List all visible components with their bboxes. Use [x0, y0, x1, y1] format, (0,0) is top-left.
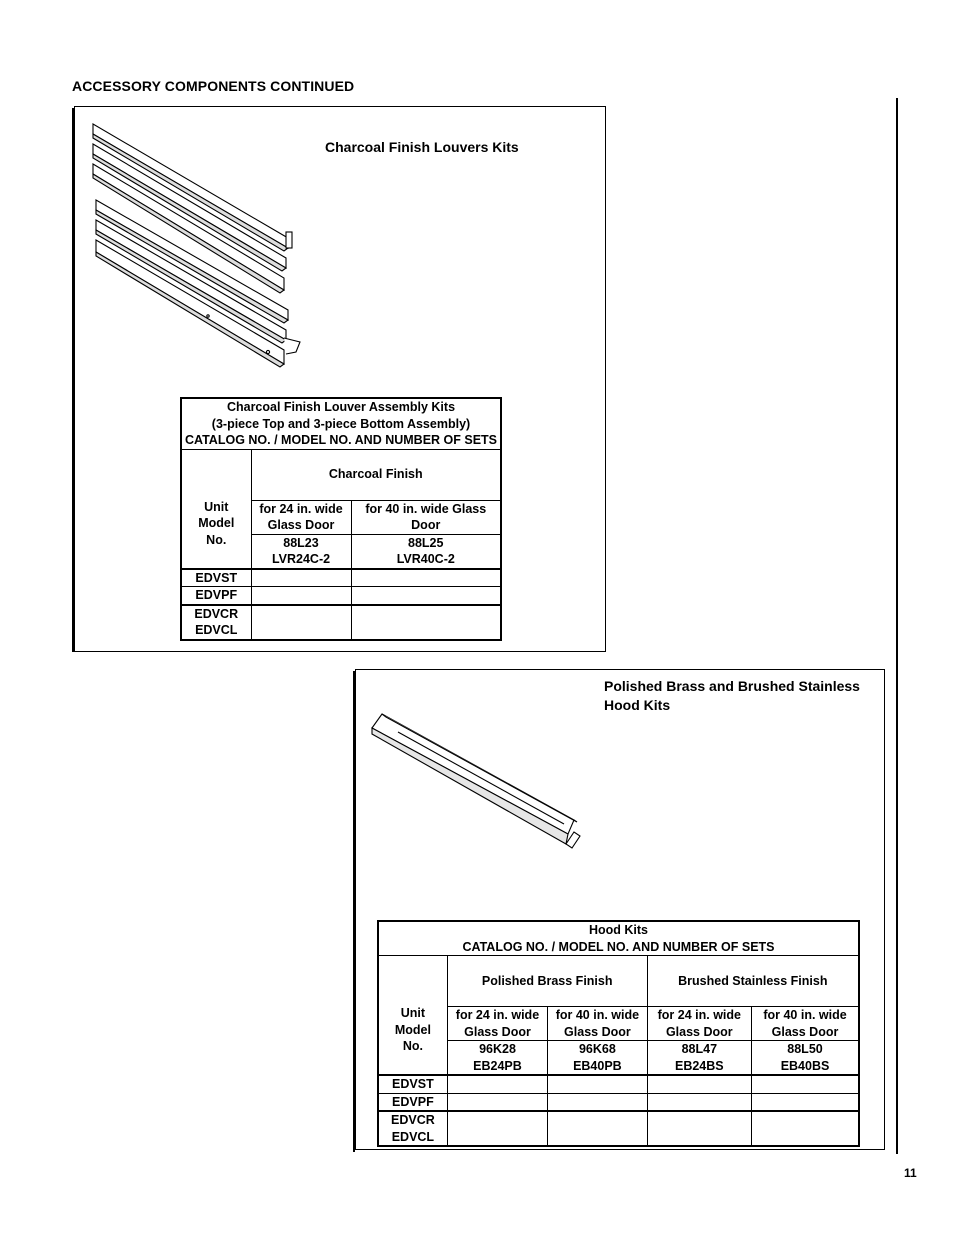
- value-cell: [251, 605, 351, 640]
- size-header: [548, 1007, 647, 1041]
- value-cell: [752, 1093, 859, 1111]
- catalog-line: LVR40C-2: [396, 552, 455, 566]
- catalog-line: 88L23: [283, 535, 319, 550]
- hood-kit-caption: [604, 677, 860, 715]
- model-line: EDVCR: [194, 606, 239, 621]
- panel-shadow-line: [72, 108, 74, 652]
- table-title-line: (3-piece Top and 3-piece Bottom Assembly): [211, 416, 471, 431]
- table-row: [378, 1075, 859, 1093]
- header-line: Glass Door: [464, 1024, 531, 1039]
- value-cell: [447, 1093, 547, 1111]
- value-cell: [548, 1111, 647, 1146]
- louver-kit-table: [180, 397, 502, 641]
- value-cell: [647, 1111, 751, 1146]
- header-line: Model: [394, 1022, 431, 1037]
- size-header: [752, 1007, 859, 1041]
- value-cell: [548, 1075, 647, 1093]
- size-header: [251, 500, 351, 534]
- table-row: [181, 569, 501, 587]
- header-line: for 24 in. wide: [455, 1008, 540, 1022]
- catalog-line: 96K68: [578, 1042, 616, 1056]
- panel-shadow-line: [353, 671, 355, 1152]
- table-row: [181, 605, 501, 640]
- value-cell: [251, 569, 351, 587]
- finish-header: Polished Brass Finish: [447, 956, 647, 1007]
- catalog-number: [647, 1041, 751, 1076]
- header-line: for 24 in. wide: [657, 1008, 741, 1022]
- header-line: Glass Door: [267, 518, 335, 532]
- size-header: [647, 1007, 751, 1041]
- caption-line: Hood Kits: [604, 697, 671, 713]
- louver-panels-icon: [88, 120, 308, 380]
- header-line: No.: [402, 1039, 423, 1054]
- value-cell: [351, 587, 501, 605]
- header-line: for 40 in. wide: [763, 1008, 847, 1022]
- finish-header: Charcoal Finish: [251, 449, 501, 500]
- value-cell: [251, 587, 351, 605]
- model-cell: [378, 1111, 447, 1146]
- table-title-line: Charcoal Finish Louver Assembly Kits: [226, 400, 456, 414]
- catalog-number: [251, 534, 351, 569]
- caption-line: Polished Brass and Brushed Stainless: [604, 678, 860, 694]
- hood-kit-table: [377, 920, 860, 1147]
- finish-header: Brushed Stainless Finish: [647, 956, 859, 1007]
- table-title-line: CATALOG NO. / MODEL NO. AND NUMBER OF SETS: [462, 939, 775, 954]
- catalog-number: [752, 1041, 859, 1076]
- value-cell: [447, 1111, 547, 1146]
- table-row: [378, 1111, 859, 1146]
- catalog-line: EB40PB: [573, 1058, 622, 1073]
- header-line: for 40 in. wide Glass: [365, 501, 487, 516]
- hood-table-title: [378, 921, 859, 956]
- catalog-line: EB24PB: [473, 1058, 522, 1073]
- value-cell: [647, 1093, 751, 1111]
- unit-model-header: [181, 449, 251, 569]
- louver-kit-caption: Charcoal Finish Louvers Kits: [325, 139, 519, 155]
- model-cell: EDVPF: [181, 587, 251, 605]
- catalog-line: 88L47: [681, 1042, 718, 1056]
- value-cell: [351, 605, 501, 640]
- catalog-line: 88L25: [408, 535, 444, 550]
- value-cell: [548, 1093, 647, 1111]
- catalog-line: LVR24C-2: [271, 552, 331, 566]
- table-row: [181, 587, 501, 605]
- size-header: [351, 500, 501, 534]
- model-line: EDVCR: [391, 1113, 435, 1127]
- header-line: Unit: [400, 1006, 426, 1021]
- value-cell: [752, 1111, 859, 1146]
- catalog-number: [447, 1041, 547, 1076]
- catalog-line: 96K28: [479, 1042, 516, 1056]
- value-cell: [752, 1075, 859, 1093]
- model-cell: EDVPF: [378, 1093, 447, 1111]
- catalog-line: EB24BS: [674, 1058, 724, 1073]
- table-row: [378, 1093, 859, 1111]
- section-title: ACCESSORY COMPONENTS CONTINUED: [72, 78, 355, 94]
- louver-table-title: [181, 398, 501, 449]
- catalog-number: [351, 534, 501, 569]
- model-line: EDVCL: [195, 623, 238, 637]
- size-header: [447, 1007, 547, 1041]
- model-line: EDVCL: [391, 1129, 435, 1144]
- header-line: for 24 in. wide: [259, 501, 343, 516]
- header-line: for 40 in. wide: [555, 1008, 640, 1022]
- header-line: Glass Door: [564, 1024, 631, 1039]
- header-line: No.: [206, 532, 227, 547]
- header-line: Glass Door: [665, 1024, 733, 1039]
- table-title-line: Hood Kits: [588, 923, 649, 937]
- model-cell: EDVST: [378, 1075, 447, 1093]
- model-cell: [181, 605, 251, 640]
- header-line: Unit: [204, 499, 229, 514]
- catalog-line: 88L50: [787, 1042, 823, 1056]
- unit-model-header: [378, 956, 447, 1076]
- page-margin-rule: [896, 98, 898, 1154]
- value-cell: [647, 1075, 751, 1093]
- catalog-number: [548, 1041, 647, 1076]
- header-line: Door: [411, 518, 441, 532]
- header-line: Glass Door: [771, 1024, 839, 1039]
- hood-bar-icon: [368, 710, 588, 855]
- header-line: Model: [198, 516, 235, 531]
- value-cell: [447, 1075, 547, 1093]
- page-number: 11: [904, 1166, 917, 1180]
- table-title-line: CATALOG NO. / MODEL NO. AND NUMBER OF SETS: [184, 433, 498, 447]
- catalog-line: EB40BS: [780, 1058, 830, 1073]
- value-cell: [351, 569, 501, 587]
- model-cell: EDVST: [181, 569, 251, 587]
